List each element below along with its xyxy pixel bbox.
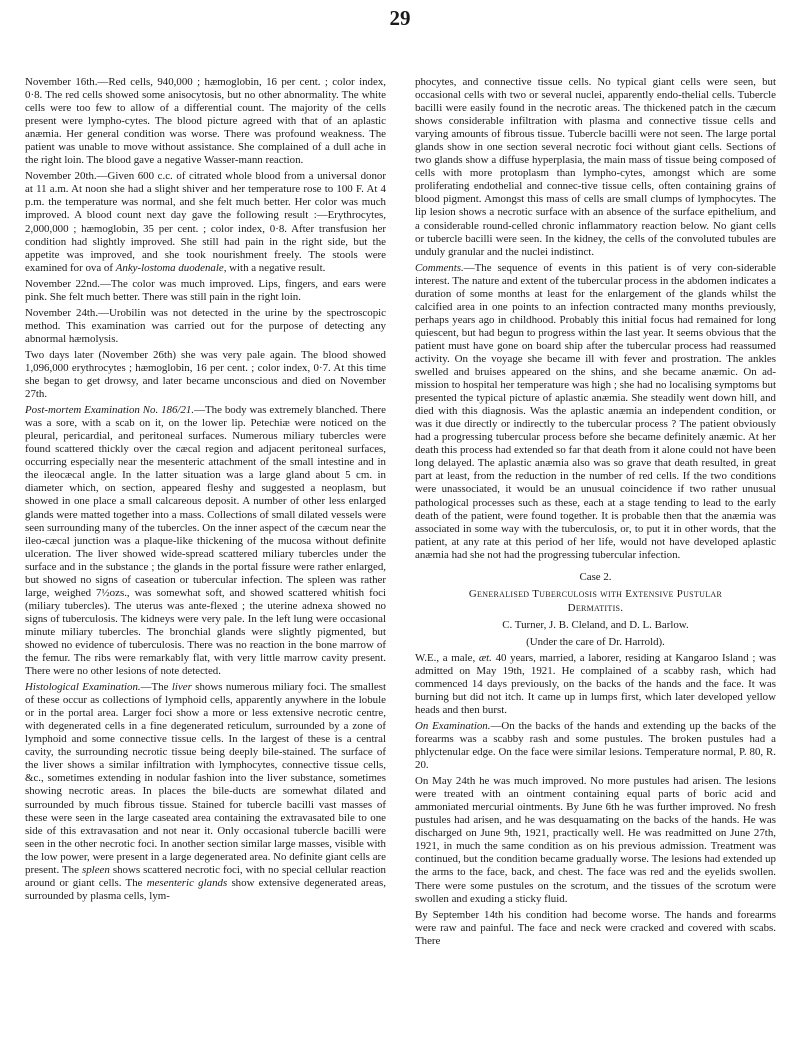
paragraph: phocytes, and connective tissue cells. No typical giant cells were seen, but occasional cells with two or several nuclei, apparently endo-thelial cells. Tubercle bacilli were easily found in the necrotic areas. The thickened patch in the cæcum shows considerable infiltration with plasma and connective tissue cells and varying amounts of fibrous tissue. Tubercle bacilli were not seen. The large portal glands show in one section several necrotic foci without giant cells. Sections of two glands show a diffuse hyperplasia, the main mass of tissue being composed of cells with more protoplasm than lympho-cytes, amongst which are some proliferating endothelial and connec-tive tissue cells, often containing grains of blood pigment. Amongst this mass of cells are small clumps of lymphocytes. The lip lesion shows a necrotic surface with an absence of the surface epithelium, and a considerable round-celled chronic inflammatory reaction below. No giant cells or tubercle bacilli were seen. In the kidney, the cells of the convoluted tubules are unduly granular and the nuclei indistinct.	[415, 76, 776, 258]
paragraph: November 24th.—Urobilin was not detected in the urine by the spectroscopic method. This examination was carried out for the purpose of detecting any abnormal hæmolysis.	[25, 306, 386, 345]
paragraph: November 22nd.—The color was much improved. Lips, fingers, and ears were pink. She felt much better. There was still pain in the right loin.	[25, 277, 386, 303]
right-column	[415, 76, 776, 1048]
case-label: Case 2.	[579, 570, 612, 583]
case-heading	[415, 570, 776, 649]
left-column	[25, 76, 386, 1048]
paragraph: Comments.—The sequence of events in this patient is of very con-siderable interest. The nature and extent of the tubercular process in the abdomen indicates a duration of some months at least for the enlargement of the glands whilst the calcified area in one points to an infection contracted many months previously, perhaps years ago in childhood. Probably this initial focus had remained for long quiescent, but had begun to progress within the last year. It seems obvious that the patient must have gone on board ship after the tubercular process had reassumed activity. On the voyage she became ill with fever and prostration. The ankles swelled and bruises appeared on the shins, and she became anæmic. On ad-mission to hospital her temperature was high ; she had no localising symptoms but presented the typical picture of aplastic anæmia. She steadily went down hill, and died with this diagnosis. Was the aplastic anæmia an independent condition, or was it due directly or indirectly to the tubercular process ? The patient obviously had a progressing tubercular process before she became definitely anæmic. At her death this process had extended so far that death from it alone could not have been long delayed. The aplastic anæmia also was so grave that death resulted, in great part at least, from the reduction in the number of red cells. If the two conditions were unassociated, it would be an unusual coincidence if two rather unusual pathological processes such as these, each at a stage tending to lead to the early death of the patient, were found together. It is probable then that the anæmia was associated in some way with the tuberculosis, or, to put it in other words, that the patient, at any rate at this period of her life, would not have developed aplastic anæmia had she not had the progressing tubercular infection.	[415, 261, 776, 561]
case-care: (Under the care of Dr. Harrold).	[526, 635, 665, 648]
paragraph: November 20th.—Given 600 c.c. of citrated whole blood from a universal donor at 11 a.m. At noon she had a slight shiver and her temperature rose to 100 F. At 4 p.m. the temperature was normal, and she felt much better. Her color was much improved. A blood count next day gave the following result :—Erythrocytes, 2,000,000 ; hæmoglobin, 35 per cent. ; color index, 0·8. After transfusion her condition had slightly improved. She still had pain in the right side, but the appetite was improved, and she took nourishment freely. The stools were examined for ova of Anky-lostoma duodenale, with a negative result.	[25, 170, 386, 274]
paragraph: By September 14th his condition had become worse. The hands and forearms were raw and painful. The face and neck were cracked and covered with scabs. There	[415, 908, 776, 947]
paragraph: Post-mortem Examination No. 186/21.—The body was extremely blanched. There was a sore, with a scab on it, on the lower lip. Petechiæ were noticed on the pleural, pericardial, and peritoneal surfaces. Numerous miliary tubercles were found scattered thickly over the cæcal region and adjacent peritoneal surfaces, occurring especially near the mesenteric attachment of the small intestine and in the ileocæcal angle. In the latter situation was a large gland about 5 cm. in diameter which, on section, appeared fleshy and suggested a neoplasm, but showed in one place a small calcareous deposit. A number of other less enlarged glands were matted together into a mass. Collections of small dilated vessels were seen surrounding many of the tubercles. On the inner aspect of the cæcum near the ileo-cæcal junction was a plaque-like thickening of the mucosa without definite ulceration. The liver showed wide-spread scattered miliary tubercles under the surface and in the substance ; the glands in the portal fissure were rather enlarged, but showed no signs of caseation or tubercular infection. The spleen was rather large, weighed 7½ozs., was somewhat soft, and showed scattered whitish foci (miliary tubercles). The uterus was ante-flexed ; the uterine adnexa showed no signs of tuberculosis. The kidneys were very pale. In the left lung were occasional minute miliary tubercles. The bronchial glands were slightly pigmented, but showed no evidence of tuberculosis. There was no reaction in the bone marrow of the femur. The ribs were remarkably flat, with very little marrow cavity present. There were no other lesions of note detected.	[25, 404, 386, 678]
page-number: 29	[389, 6, 411, 30]
paragraph: W.E., a male, æt. 40 years, married, a laborer, residing at Kangaroo Island ; was admitted on May 19th, 1921. He complained of a scabby rash, which had commenced 14 days previously, on the backs of the hands and the face. It was burning but did not itch. It came up in lumps first, which later developed yellow heads and then burst.	[415, 651, 776, 716]
paragraph: Histological Examination.—The liver shows numerous miliary foci. The smallest of these occur as collections of lymphoid cells, apparently anywhere in the lobule or in the portal area. Larger foci show a more or less extensive necrotic centre, with degenerated cells in a fine degenerated reticulum, surrounded by a zone of lymphoid and some connective tissue cells. In the largest of these is a central cavity, the surrounding necrotic tissue being deeply bile-stained. The surface of the liver shows a similar infiltration with lymphocytes, connective tissue cells, &c., sometimes extending in nodular fashion into the liver substance, sometimes showing necrotic areas. In places the bile-ducts are somewhat dilated and surrounded by much fibrous tissue. Stained for tubercle bacilli vast masses of these were seen in the large caseated area containing the extravasated bile to one side of this extravasation and not near it. Only occasional tubercle bacilli were seen in the other necrotic foci. In another section similar large masses, visible with the low power, were present in a large degenerated area. No definite giant cells are present. The spleen shows scattered necrotic foci, with no special cellular reaction around or giant cells. The mesenteric glands show extensive degenerated areas, surrounded by plasma cells, lym-	[25, 681, 386, 902]
paragraph: November 16th.—Red cells, 940,000 ; hæmoglobin, 16 per cent. ; color index, 0·8. The red cells showed some anisocytosis, but no other abnormality. The white cells were too few to allow of a differential count. The majority of the cells present were lympho-cytes. The blood picture agreed with that of an aplastic anæmia. Her general condition was worse. There was profound weakness. The patient was unable to move without assistance. She complained of a dull ache in the right loin. The blood gave a negative Wasser-mann reaction.	[25, 76, 386, 167]
paragraph: On Examination.—On the backs of the hands and extending up the backs of the forearms was a scabby rash and some pustules. The broken pustules had a phlyctenular edge. On the face were similar lesions. Temperature normal, P. 80, R. 20.	[415, 719, 776, 772]
case-authors: C. Turner, J. B. Cleland, and D. L. Barlow.	[502, 618, 689, 631]
paragraph: Two days later (November 26th) she was very pale again. The blood showed 1,096,000 erythrocytes ; hæmoglobin, 16 per cent. ; color index, 0·7. At this time she began to get drowsy, and later became unconscious and died on November 27th.	[25, 348, 386, 401]
paragraph: On May 24th he was much improved. No more pustules had arisen. The lesions were treated with an ointment containing equal parts of boric acid and ammoniated mercurial ointments. By June 6th he was further improved. No fresh pustules had arisen, and he was desquamating on the backs of the hands. He was discharged on June 9th, 1921, practically well. He was readmitted on June 27th, 1921, in much the same condition as on his previous admission. Treatment was continued, but the condition became gradually worse. The lesions had extended up the arms to the face, back, and chest. The face was red and the eyelids swollen. There were some pustules on the scrotum, and the tissues of the scrotum were swollen and exuding a sticky fluid.	[415, 775, 776, 905]
case-title: Generalised Tuberculosis with Extensive Pustular Dermatitis.	[468, 587, 723, 614]
